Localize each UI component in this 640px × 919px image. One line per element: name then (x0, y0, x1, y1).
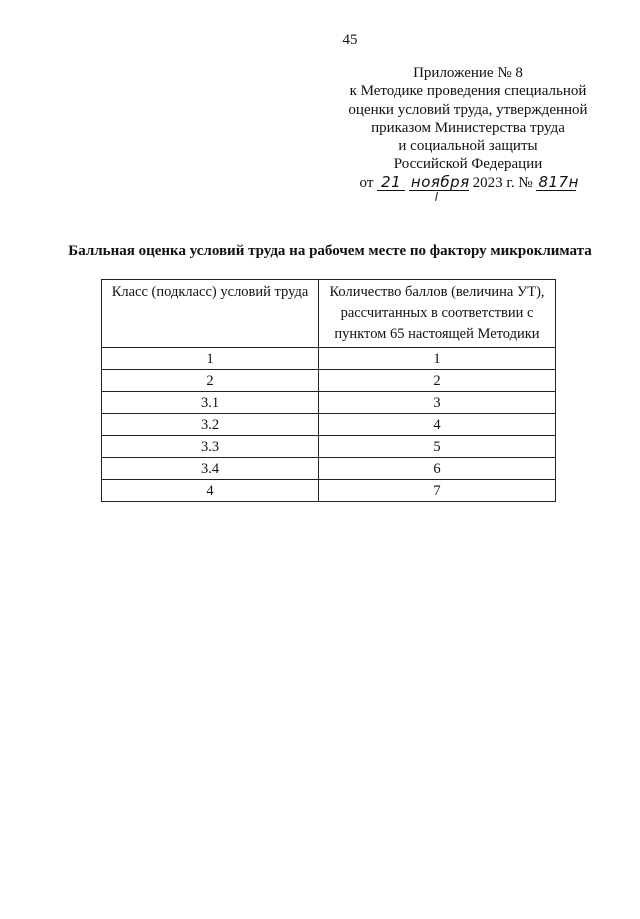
appendix-line: к Методике проведения специальной (349, 83, 587, 100)
date-prefix: от (359, 174, 374, 191)
points-cell: 1 (319, 348, 556, 370)
score-table (101, 279, 556, 502)
appendix-title: Приложение № 8 (413, 65, 523, 81)
table-row (102, 348, 556, 370)
table-row (102, 436, 556, 458)
column-header-class: Класс (подкласс) условий труда (102, 280, 319, 348)
points-cell: 2 (319, 370, 556, 392)
table-row (102, 458, 556, 480)
handwritten-order-number: 817н (538, 172, 579, 191)
points-cell: 5 (319, 436, 556, 458)
class-cell: 1 (102, 348, 319, 370)
points-cell: 7 (319, 480, 556, 502)
points-cell: 3 (319, 392, 556, 414)
page-number: 45 (342, 32, 358, 48)
appendix-line: приказом Министерства труда (371, 119, 565, 136)
class-cell: 3.4 (102, 458, 319, 480)
table-row (102, 392, 556, 414)
column-header-points: Количество баллов (величина УТ), рассчитанных в соответствии с пунктом 65 настоящей Методики (319, 280, 556, 348)
class-cell: 2 (102, 370, 319, 392)
order-date-line (318, 174, 618, 192)
table-row (102, 370, 556, 392)
table-row (102, 414, 556, 436)
appendix-line: Российской Федерации (393, 156, 543, 173)
points-cell: 6 (319, 458, 556, 480)
pen-mark (435, 192, 438, 201)
class-cell: 3.3 (102, 436, 319, 458)
points-cell: 4 (319, 414, 556, 436)
class-cell: 4 (102, 480, 319, 502)
handwritten-month: ноября (410, 172, 470, 191)
table-row (102, 480, 556, 502)
table-header-row (102, 280, 556, 348)
class-cell: 3.2 (102, 414, 319, 436)
date-year: 2023 г. № (472, 174, 533, 191)
class-cell: 3.1 (102, 392, 319, 414)
appendix-header (318, 64, 618, 192)
appendix-line: оценки условий труда, утвержденной (348, 101, 588, 118)
appendix-line: и социальной защиты (398, 138, 538, 155)
document-title: Балльная оценка условий труда на рабочем месте по фактору микроклимата (68, 243, 592, 259)
handwritten-day: 21 (377, 175, 405, 191)
